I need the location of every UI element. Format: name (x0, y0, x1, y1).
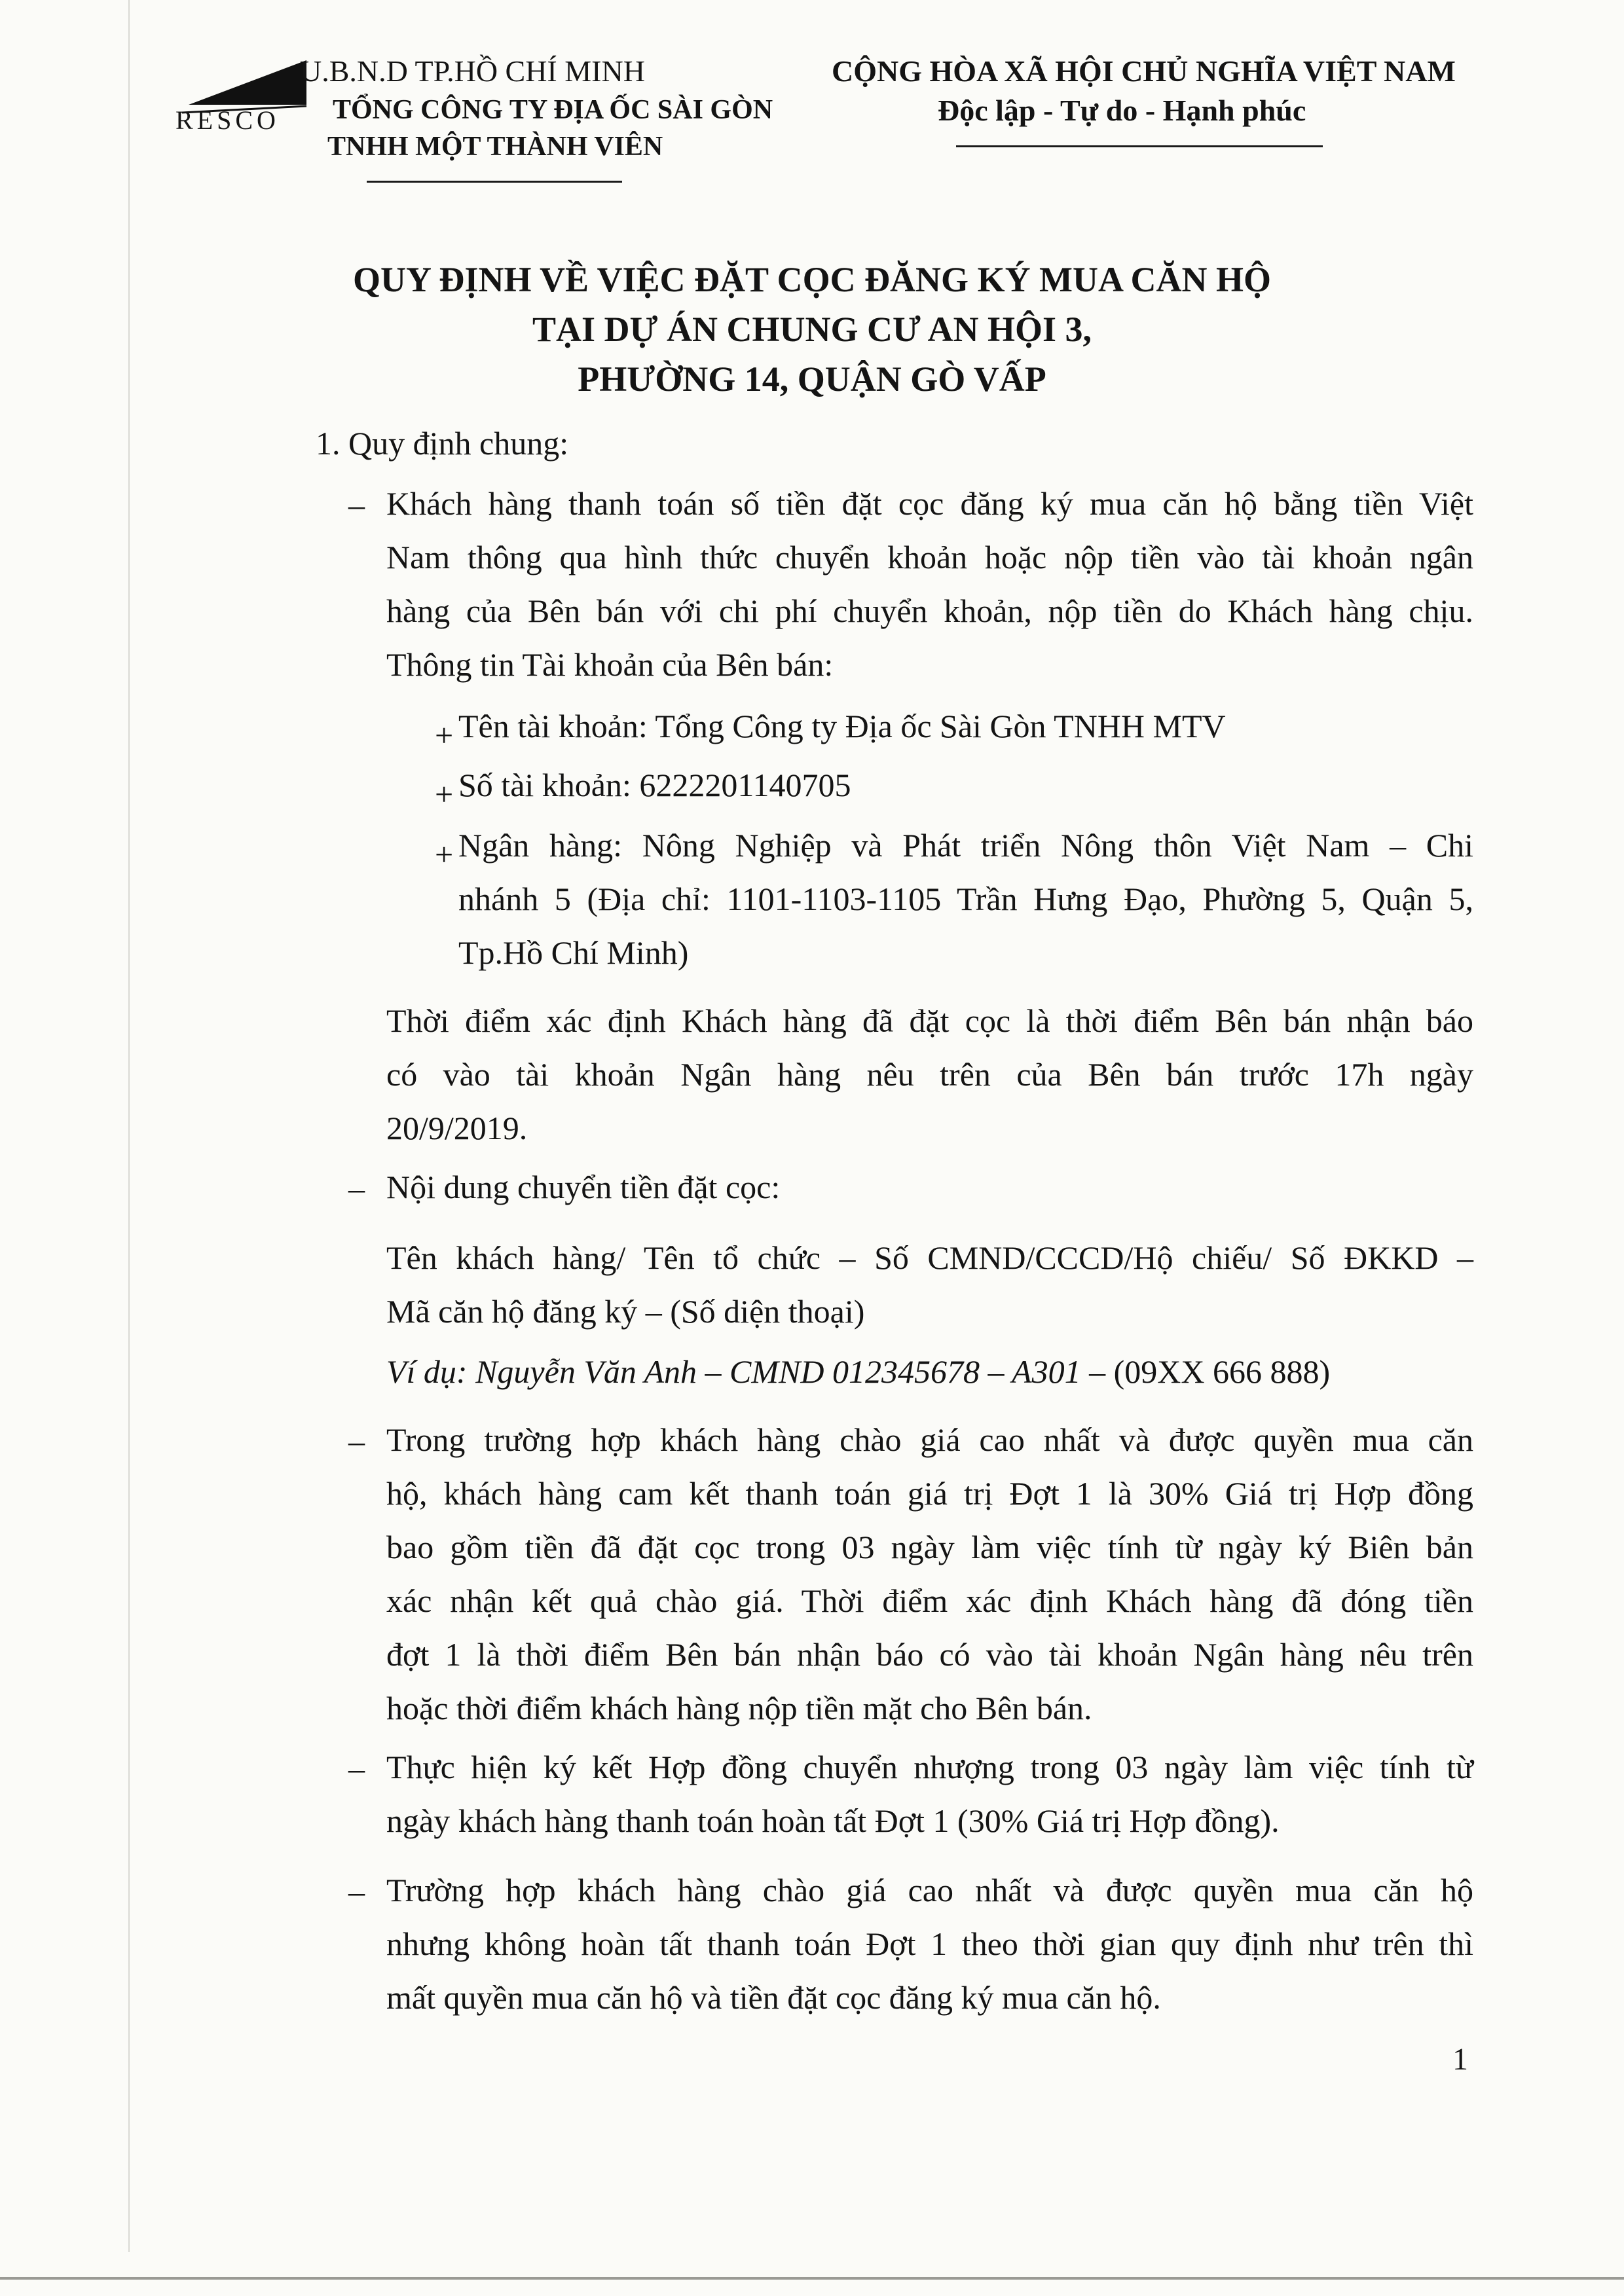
example-line (386, 1345, 1330, 1398)
right-header-underline (956, 145, 1323, 147)
paragraph-line: có vào tài khoản Ngân hàng nêu trên của Bên bán trước 17h ngày (386, 1056, 1473, 1093)
document-title-line-3: PHƯỜNG 14, QUẬN GÒ VẤP (578, 359, 1046, 399)
bullet-marker: – (348, 1423, 365, 1459)
document-title-line-2: TẠI DỰ ÁN CHUNG CƯ AN HỘI 3, (532, 310, 1092, 349)
bank-info-line: Tp.Hồ Chí Minh) (458, 934, 689, 971)
paragraph-line: Mã căn hộ đăng ký – (Số diện thoại) (386, 1293, 865, 1330)
paragraph-line: Nam thông qua hình thức chuyển khoản hoặc nộp tiền vào tài khoản ngân (386, 539, 1473, 575)
paragraph-line: xác nhận kết quả chào giá. Thời điểm xác định Khách hàng đã đóng tiền (386, 1582, 1473, 1619)
national-title: CỘNG HÒA XÃ HỘI CHỦ NGHĨA VIỆT NAM (832, 54, 1456, 88)
example-phone: (09XX 666 888) (1105, 1353, 1331, 1390)
org-line-2: TỔNG CÔNG TY ĐỊA ỐC SÀI GÒN (333, 95, 773, 125)
paragraph-line: bao gồm tiền đã đặt cọc trong 03 ngày làm việc tính từ ngày ký Biên bản (386, 1529, 1473, 1565)
account-number: Số tài khoản: 6222201140705 (458, 767, 851, 803)
bullet-marker: – (348, 1170, 365, 1207)
account-name: Tên tài khoản: Tổng Công ty Địa ốc Sài Gòn TNHH MTV (458, 708, 1226, 744)
logo-text: RESCO (175, 105, 280, 135)
paragraph-line: Khách hàng thanh toán số tiền đặt cọc đăng ký mua căn hộ bằng tiền Việt (386, 485, 1473, 522)
paragraph-line: 20/9/2019. (386, 1110, 528, 1146)
paragraph-line: hàng của Bên bán với chi phí chuyển khoản, nộp tiền do Khách hàng chịu. (386, 592, 1473, 629)
page-number: 1 (1452, 2042, 1468, 2077)
paragraph-line: Thực hiện ký kết Hợp đồng chuyển nhượng trong 03 ngày làm việc tính từ (386, 1749, 1473, 1785)
paragraph-line: Trường hợp khách hàng chào giá cao nhất và được quyền mua căn hộ (386, 1872, 1473, 1908)
transfer-content-heading: Nội dung chuyển tiền đặt cọc: (386, 1169, 781, 1205)
national-motto: Độc lập - Tự do - Hạnh phúc (938, 94, 1306, 127)
paragraph-line: Trong trường hợp khách hàng chào giá cao nhất và được quyền mua căn (386, 1421, 1473, 1458)
org-line-1: U.B.N.D TP.HỒ CHÍ MINH (300, 54, 645, 88)
example-italic: Ví dụ: Nguyễn Văn Anh – CMND 012345678 – A301 – (386, 1353, 1106, 1390)
paragraph-line: mất quyền mua căn hộ và tiền đặt cọc đăng ký mua căn hộ. (386, 1979, 1161, 2016)
sub-bullet-marker: + (435, 776, 454, 812)
bank-info-line: Ngân hàng: Nông Nghiệp và Phát triển Nông thôn Việt Nam – Chi (458, 827, 1473, 864)
paragraph-line: ngày khách hàng thanh toán hoàn tất Đợt 1 (30% Giá trị Hợp đồng). (386, 1802, 1280, 1839)
bullet-marker: – (348, 486, 365, 523)
paragraph-line: nhưng không hoàn tất thanh toán Đợt 1 theo thời gian quy định như trên thì (386, 1925, 1473, 1962)
paragraph-line: hộ, khách hàng cam kết thanh toán giá trị Đợt 1 là 30% Giá trị Hợp đồng (386, 1475, 1473, 1512)
paragraph-line: đợt 1 là thời điểm Bên bán nhận báo có vào tài khoản Ngân hàng nêu trên (386, 1636, 1473, 1673)
document-title-line-1: QUY ĐỊNH VỀ VIỆC ĐẶT CỌC ĐĂNG KÝ MUA CĂN HỘ (352, 260, 1272, 299)
section-heading: 1. Quy định chung: (316, 425, 569, 462)
scan-bottom-edge (0, 2277, 1624, 2280)
left-header-underline (367, 181, 622, 183)
paragraph-line: Thông tin Tài khoản của Bên bán: (386, 646, 834, 683)
bullet-marker: – (348, 1873, 365, 1910)
paragraph-line: hoặc thời điểm khách hàng nộp tiền mặt cho Bên bán. (386, 1690, 1092, 1726)
org-line-3: TNHH MỘT THÀNH VIÊN (327, 132, 663, 162)
paragraph-line: Thời điểm xác định Khách hàng đã đặt cọc là thời điểm Bên bán nhận báo (386, 1002, 1473, 1039)
bank-info-line: nhánh 5 (Địa chỉ: 1101-1103-1105 Trần Hưng Đạo, Phường 5, Quận 5, (458, 881, 1473, 917)
logo-triangle-icon (189, 60, 306, 105)
paragraph-line: Tên khách hàng/ Tên tổ chức – Số CMND/CCCD/Hộ chiếu/ Số ĐKKD – (386, 1239, 1473, 1276)
sub-bullet-marker: + (435, 836, 454, 873)
sub-bullet-marker: + (435, 717, 454, 754)
bullet-marker: – (348, 1750, 365, 1787)
